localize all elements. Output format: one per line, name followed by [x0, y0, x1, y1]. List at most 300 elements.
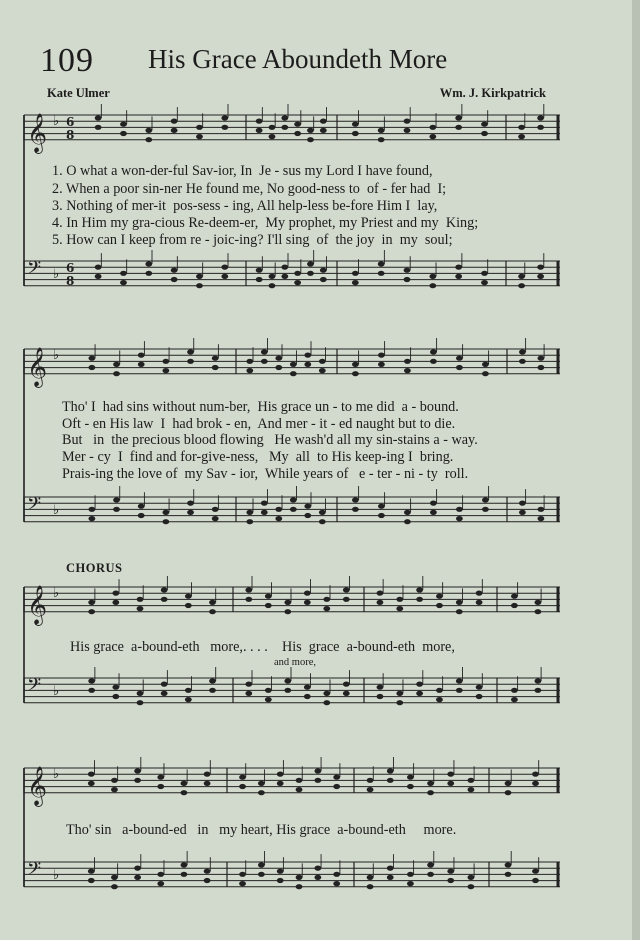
- note-head: [429, 283, 436, 288]
- note-head: [396, 700, 403, 705]
- note-head: [265, 688, 272, 693]
- note-head: [537, 125, 544, 130]
- note-head: [112, 685, 119, 690]
- note-head: [246, 368, 253, 373]
- note-head: [290, 507, 297, 512]
- note-head: [314, 866, 321, 871]
- note-head: [137, 597, 144, 602]
- note-head: [296, 787, 303, 792]
- flat-sign: ♭: [53, 348, 60, 363]
- note-head: [476, 694, 483, 699]
- note-head: [145, 261, 152, 266]
- note-head: [111, 875, 118, 880]
- note-head: [519, 501, 526, 506]
- verse-line-3b: But in the precious blood flowing He wash'd all my sin-stains a - way.: [62, 432, 478, 448]
- note-head: [187, 501, 194, 506]
- note-head: [134, 768, 141, 773]
- note-head: [429, 125, 436, 130]
- note-head: [181, 862, 188, 867]
- note-head: [265, 603, 272, 608]
- note-head: [145, 128, 152, 133]
- note-head: [137, 691, 144, 696]
- note-head: [307, 271, 314, 276]
- note-head: [256, 268, 263, 273]
- note-head: [352, 122, 359, 127]
- note-head: [95, 115, 102, 120]
- note-head: [171, 119, 178, 124]
- note-head: [113, 507, 120, 512]
- note-head: [455, 115, 462, 120]
- note-head: [204, 781, 211, 786]
- note-head: [343, 597, 350, 602]
- note-head: [261, 349, 268, 354]
- note-head: [261, 501, 268, 506]
- note-head: [112, 591, 119, 596]
- note-head: [196, 125, 203, 130]
- note-head: [221, 125, 228, 130]
- note-head: [396, 606, 403, 611]
- note-head: [290, 362, 297, 367]
- note-head: [145, 271, 152, 276]
- note-head: [320, 128, 327, 133]
- note-head: [212, 365, 219, 370]
- note-head: [427, 790, 434, 795]
- note-head: [320, 277, 327, 282]
- note-head: [162, 368, 169, 373]
- note-head: [468, 875, 475, 880]
- note-head: [447, 869, 454, 874]
- note-head: [209, 609, 216, 614]
- note-head: [196, 134, 203, 139]
- note-head: [378, 261, 385, 266]
- note-head: [456, 516, 463, 521]
- note-head: [323, 597, 330, 602]
- note-head: [468, 778, 475, 783]
- note-head: [404, 277, 411, 282]
- note-head: [275, 507, 282, 512]
- note-head: [404, 519, 411, 524]
- note-head: [246, 510, 253, 515]
- time-signature-top: 6: [66, 261, 75, 275]
- note-head: [505, 790, 512, 795]
- note-head: [113, 497, 120, 502]
- note-head: [275, 365, 282, 370]
- note-head: [352, 497, 359, 502]
- note-head: [95, 125, 102, 130]
- note-head: [181, 872, 188, 877]
- flat-sign: ♭: [53, 684, 60, 699]
- note-head: [430, 510, 437, 515]
- note-head: [181, 790, 188, 795]
- note-head: [456, 507, 463, 512]
- flat-sign: ♭: [53, 114, 60, 129]
- note-head: [387, 875, 394, 880]
- note-head: [134, 866, 141, 871]
- note-head: [320, 268, 327, 273]
- note-head: [476, 591, 483, 596]
- note-head: [319, 368, 326, 373]
- chorus-line-1: His grace a-bound-eth more,. . . . His grace a-bound-eth more,: [70, 639, 455, 655]
- note-head: [265, 697, 272, 702]
- note-head: [111, 787, 118, 792]
- note-head: [265, 594, 272, 599]
- note-head: [481, 122, 488, 127]
- note-head: [378, 513, 385, 518]
- bass-clef: 𝄢: [27, 494, 42, 519]
- note-head: [511, 688, 518, 693]
- note-head: [430, 501, 437, 506]
- note-head: [261, 359, 268, 364]
- note-head: [378, 271, 385, 276]
- note-head: [281, 274, 288, 279]
- verse-line-1b: Tho' I had sins without num-ber, His grace un - to me did a - bound.: [62, 399, 459, 415]
- note-head: [239, 872, 246, 877]
- note-head: [88, 869, 95, 874]
- verse-line-2b: Oft - en His law I had brok - en, And mer - it - ed naught but to die.: [62, 416, 456, 432]
- note-head: [304, 694, 311, 699]
- note-head: [430, 359, 437, 364]
- note-head: [387, 866, 394, 871]
- note-head: [112, 694, 119, 699]
- note-head: [396, 597, 403, 602]
- note-head: [304, 685, 311, 690]
- note-head: [209, 688, 216, 693]
- note-head: [209, 600, 216, 605]
- note-head: [138, 362, 145, 367]
- note-head: [304, 504, 311, 509]
- note-head: [505, 781, 512, 786]
- note-head: [204, 878, 211, 883]
- note-head: [323, 606, 330, 611]
- note-head: [407, 775, 414, 780]
- note-head: [378, 362, 385, 367]
- note-head: [196, 283, 203, 288]
- note-head: [294, 122, 301, 127]
- note-head: [427, 862, 434, 867]
- note-head: [416, 682, 423, 687]
- note-head: [518, 134, 525, 139]
- note-head: [367, 875, 374, 880]
- note-head: [352, 131, 359, 136]
- note-head: [511, 697, 518, 702]
- note-head: [294, 280, 301, 285]
- note-head: [239, 881, 246, 886]
- note-head: [436, 688, 443, 693]
- note-head: [171, 128, 178, 133]
- note-head: [296, 884, 303, 889]
- note-head: [290, 371, 297, 376]
- note-head: [281, 265, 288, 270]
- flat-sign: ♭: [53, 868, 60, 883]
- note-head: [256, 128, 263, 133]
- note-head: [518, 283, 525, 288]
- note-head: [275, 356, 282, 361]
- note-head: [137, 700, 144, 705]
- note-head: [185, 688, 192, 693]
- note-head: [407, 881, 414, 886]
- note-head: [468, 884, 475, 889]
- note-head: [161, 691, 168, 696]
- note-head: [277, 781, 284, 786]
- note-head: [378, 128, 385, 133]
- note-head: [511, 594, 518, 599]
- note-head: [157, 775, 164, 780]
- verse-line-2a: 2. When a poor sin-ner He found me, No good-ness to of - fer had I;: [52, 181, 447, 197]
- note-head: [537, 274, 544, 279]
- note-head: [258, 872, 265, 877]
- note-head: [482, 371, 489, 376]
- note-head: [482, 362, 489, 367]
- verse-line-4a: 4. In Him my gra-cious Re-deem-er, My prophet, my Priest and my King;: [52, 215, 479, 231]
- note-head: [304, 591, 311, 596]
- note-head: [284, 609, 291, 614]
- note-head: [481, 131, 488, 136]
- note-head: [221, 115, 228, 120]
- note-head: [352, 507, 359, 512]
- note-head: [290, 497, 297, 502]
- note-head: [196, 274, 203, 279]
- verse-line-3a: 3. Nothing of mer-it pos-sess - ing, All help-less be-fore Him I lay,: [52, 198, 438, 214]
- note-head: [482, 507, 489, 512]
- verse-line-4b: Mer - cy I find and for-give-ness, My all to His keep-ing I bring.: [62, 449, 454, 465]
- note-head: [307, 137, 314, 142]
- note-head: [396, 691, 403, 696]
- note-head: [314, 778, 321, 783]
- note-head: [162, 510, 169, 515]
- note-head: [404, 268, 411, 273]
- note-head: [416, 691, 423, 696]
- note-head: [343, 682, 350, 687]
- note-head: [387, 778, 394, 783]
- note-head: [157, 872, 164, 877]
- note-head: [245, 682, 252, 687]
- note-head: [455, 265, 462, 270]
- note-head: [204, 772, 211, 777]
- note-head: [88, 516, 95, 521]
- note-head: [429, 274, 436, 279]
- note-head: [161, 597, 168, 602]
- note-head: [88, 688, 95, 693]
- note-head: [416, 597, 423, 602]
- note-head: [161, 587, 168, 592]
- note-head: [377, 591, 384, 596]
- note-head: [314, 768, 321, 773]
- verse-line-1a: 1. O what a won-der-ful Sav-ior, In Je - sus my Lord I have found,: [52, 163, 433, 179]
- note-head: [532, 869, 539, 874]
- note-head: [535, 609, 542, 614]
- note-head: [284, 600, 291, 605]
- note-head: [538, 365, 545, 370]
- note-head: [427, 872, 434, 877]
- note-head: [296, 875, 303, 880]
- note-head: [120, 271, 127, 276]
- note-head: [436, 603, 443, 608]
- note-head: [519, 359, 526, 364]
- note-head: [535, 688, 542, 693]
- note-head: [138, 504, 145, 509]
- note-head: [88, 356, 95, 361]
- note-head: [277, 772, 284, 777]
- note-head: [246, 359, 253, 364]
- note-head: [88, 878, 95, 883]
- note-head: [95, 274, 102, 279]
- note-head: [88, 678, 95, 683]
- note-head: [518, 274, 525, 279]
- note-head: [187, 510, 194, 515]
- note-head: [416, 587, 423, 592]
- note-head: [436, 697, 443, 702]
- note-head: [157, 784, 164, 789]
- note-head: [352, 371, 359, 376]
- note-head: [185, 603, 192, 608]
- note-head: [319, 510, 326, 515]
- note-head: [429, 134, 436, 139]
- note-head: [518, 125, 525, 130]
- note-head: [157, 881, 164, 886]
- note-head: [296, 778, 303, 783]
- note-head: [456, 688, 463, 693]
- note-head: [532, 781, 539, 786]
- note-head: [378, 504, 385, 509]
- flat-sign: ♭: [53, 267, 60, 282]
- note-head: [407, 784, 414, 789]
- note-head: [113, 371, 120, 376]
- note-head: [221, 265, 228, 270]
- note-head: [137, 606, 144, 611]
- note-head: [245, 691, 252, 696]
- author-credit: Kate Ulmer: [47, 86, 110, 100]
- note-head: [111, 778, 118, 783]
- note-head: [113, 362, 120, 367]
- treble-clef: 𝄞: [27, 584, 48, 625]
- note-head: [185, 594, 192, 599]
- note-head: [239, 784, 246, 789]
- note-head: [367, 884, 374, 889]
- flat-sign: ♭: [53, 767, 60, 782]
- note-head: [407, 872, 414, 877]
- note-head: [511, 603, 518, 608]
- note-head: [162, 519, 169, 524]
- note-head: [245, 587, 252, 592]
- note-head: [304, 513, 311, 518]
- note-head: [281, 115, 288, 120]
- note-head: [284, 688, 291, 693]
- note-head: [352, 362, 359, 367]
- note-head: [377, 600, 384, 605]
- note-head: [111, 884, 118, 889]
- chorus-echo: and more,: [274, 657, 316, 668]
- note-head: [319, 519, 326, 524]
- note-head: [88, 781, 95, 786]
- note-head: [352, 271, 359, 276]
- note-head: [447, 878, 454, 883]
- note-head: [343, 691, 350, 696]
- note-head: [88, 507, 95, 512]
- note-head: [269, 283, 276, 288]
- verse-line-5b: Prais-ing the love of my Sav - ior, While years of e - ter - ni - ty roll.: [62, 466, 469, 482]
- note-head: [404, 128, 411, 133]
- composer-credit: Wm. J. Kirkpatrick: [439, 86, 546, 100]
- note-head: [284, 678, 291, 683]
- note-head: [269, 134, 276, 139]
- note-head: [430, 349, 437, 354]
- note-head: [404, 359, 411, 364]
- time-signature-bottom: 8: [66, 274, 75, 288]
- note-head: [532, 772, 539, 777]
- note-head: [138, 353, 145, 358]
- note-head: [256, 119, 263, 124]
- note-head: [447, 772, 454, 777]
- note-head: [304, 600, 311, 605]
- note-head: [447, 781, 454, 786]
- note-head: [120, 131, 127, 136]
- note-head: [275, 516, 282, 521]
- note-head: [537, 265, 544, 270]
- note-head: [212, 507, 219, 512]
- note-head: [352, 280, 359, 285]
- note-head: [333, 775, 340, 780]
- note-head: [120, 122, 127, 127]
- note-head: [181, 781, 188, 786]
- note-head: [476, 600, 483, 605]
- note-head: [377, 685, 384, 690]
- note-head: [246, 519, 253, 524]
- note-head: [212, 516, 219, 521]
- note-head: [323, 700, 330, 705]
- flat-sign: ♭: [53, 586, 60, 601]
- note-head: [256, 277, 263, 282]
- chorus-label: CHORUS: [66, 561, 123, 575]
- note-head: [378, 353, 385, 358]
- time-signature-bottom: 8: [66, 128, 75, 142]
- note-head: [212, 356, 219, 361]
- note-head: [505, 862, 512, 867]
- note-head: [112, 600, 119, 605]
- note-head: [455, 274, 462, 279]
- note-head: [333, 872, 340, 877]
- note-head: [505, 872, 512, 877]
- note-head: [427, 781, 434, 786]
- note-head: [88, 772, 95, 777]
- note-head: [281, 125, 288, 130]
- note-head: [294, 271, 301, 276]
- note-head: [187, 359, 194, 364]
- note-head: [537, 115, 544, 120]
- treble-clef: 𝄞: [27, 346, 48, 387]
- hymn-title: His Grace Aboundeth More: [148, 44, 448, 74]
- time-signature-top: 6: [66, 115, 75, 129]
- note-head: [538, 516, 545, 521]
- note-head: [404, 119, 411, 124]
- note-head: [204, 869, 211, 874]
- note-head: [209, 678, 216, 683]
- note-head: [185, 697, 192, 702]
- note-head: [519, 349, 526, 354]
- note-head: [258, 790, 265, 795]
- verse-line-5a: 5. How can I keep from re - joic-ing? I'll sing of the joy in my soul;: [52, 232, 453, 248]
- note-head: [404, 510, 411, 515]
- note-head: [456, 365, 463, 370]
- note-head: [120, 280, 127, 285]
- note-head: [294, 131, 301, 136]
- note-head: [261, 510, 268, 515]
- note-head: [314, 875, 321, 880]
- note-head: [482, 497, 489, 502]
- note-head: [304, 362, 311, 367]
- note-head: [377, 694, 384, 699]
- note-head: [320, 119, 327, 124]
- note-head: [455, 125, 462, 130]
